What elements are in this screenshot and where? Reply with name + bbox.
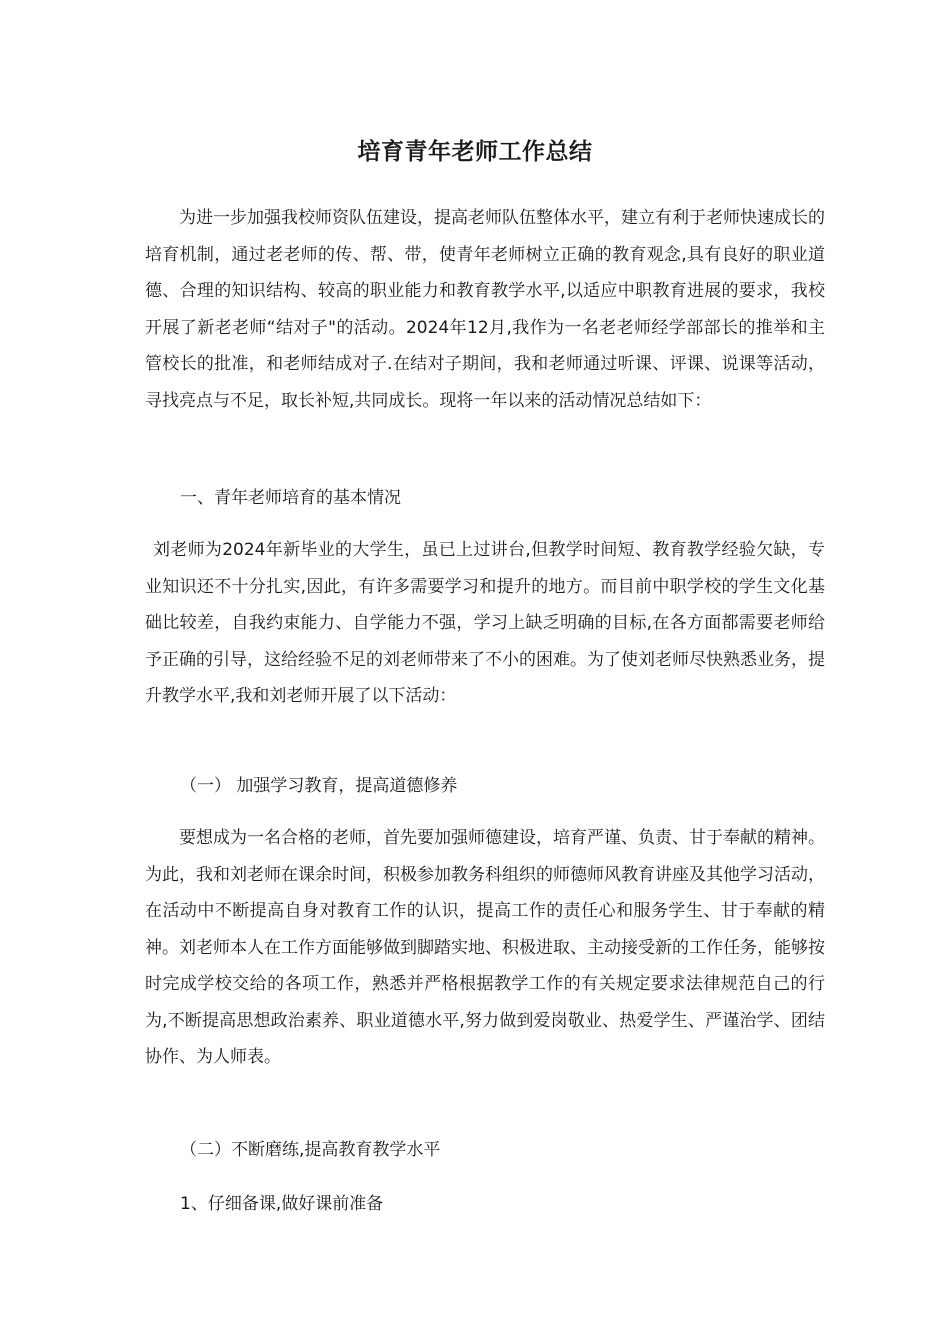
section-1-heading: 一、青年老师培育的基本情况 bbox=[180, 488, 401, 508]
item-1-heading: 1、仔细备课,做好课前准备 bbox=[180, 1194, 384, 1214]
subsection-1-paragraph: 要想成为一名合格的老师，首先要加强师德建设，培育严谨、负责、甘于奉献的精神。为此，我和刘老师在课余时间，积极参加教务科组织的师德师风教育讲座及其他学习活动，在活动中不断提高自身对教育工作的认识，提高工作的责任心和服务学生、甘于奉献的精神。刘老师本人在工作方面能够做到脚踏实地、积极进取、主动接受新的工作任务，能够按时完成学校交给的各项工作，熟悉并严格根据教学工作的有关规定要求法律规范自己的行为,不断提高思想政治素养、职业道德水平,努力做到爱岗敬业、热爱学生、严谨治学、团结协作、为人师表。 bbox=[145, 828, 825, 1067]
subsection-2-heading: （二）不断磨练,提高教育教学水平 bbox=[180, 1140, 441, 1160]
intro-paragraph: 为进一步加强我校师资队伍建设，提高老师队伍整体水平，建立有利于老师快速成长的培育机制，通过老老师的传、帮、带，使青年老师树立正确的教育观念,具有良好的职业道德、合理的知识结构、较高的职业能力和教育教学水平,以适应中职教育进展的要求，我校开展了新老老师“结对子"的活动。2024年12月,我作为一名老老师经学部部长的推举和主管校长的批准，和老师结成对子.在结对子期间，我和老师通过听课、评课、说课等活动，寻找亮点与不足，取长补短,共同成长。现将一年以来的活动情况总结如下： bbox=[145, 208, 825, 411]
document-title: 培育青年老师工作总结 bbox=[357, 139, 593, 165]
subsection-1-heading: （一） 加强学习教育，提高道德修养 bbox=[180, 776, 458, 796]
section-1-paragraph: 刘老师为2024年新毕业的大学生，虽已上过讲台,但教学时间短、教育教学经验欠缺，专业知识还不十分扎实,因此，有许多需要学习和提升的地方。而目前中职学校的学生文化基础比较差，自我约束能力、自学能力不强，学习上缺乏明确的目标,在各方面都需要老师给予正确的引导，这给经验不足的刘老师带来了不小的困难。为了使刘老师尽快熟悉业务，提升教学水平,我和刘老师开展了以下活动： bbox=[145, 540, 825, 706]
